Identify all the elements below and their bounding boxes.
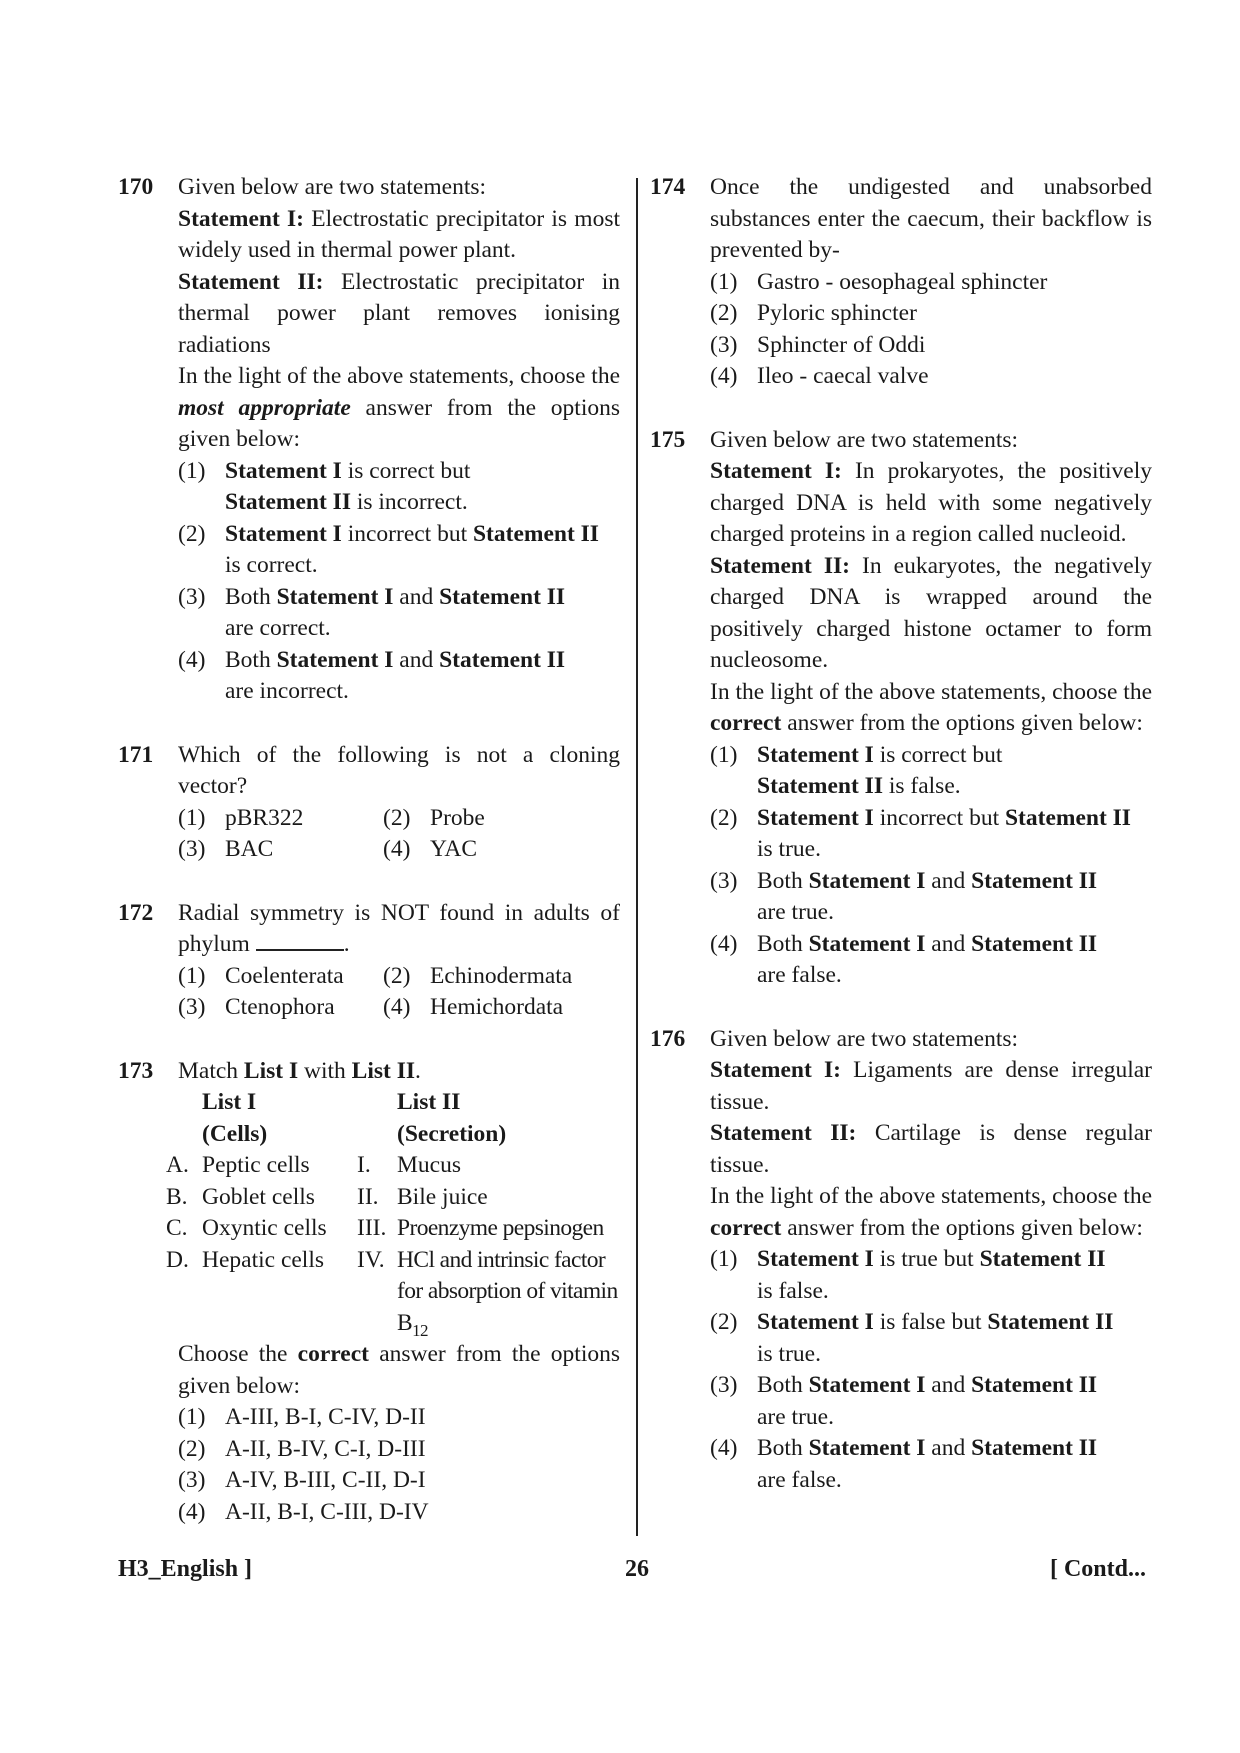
statement-2: Statement II: Electrostatic precipitator in thermal power plant removes ionising radiations — [178, 268, 621, 358]
question-intro: Given below are two statements: — [710, 1025, 1019, 1052]
option-4[interactable]: (4) Both Statement I and Statement II are false. — [710, 1435, 1098, 1493]
question-text: Match List I with List II. — [178, 1057, 421, 1084]
option-3[interactable]: (3) Both Statement I and Statement II are correct. — [178, 583, 566, 641]
question-170 — [118, 172, 620, 708]
option-4[interactable]: (4) Both Statement I and Statement II are incorrect. — [178, 646, 566, 704]
question-number: 170 — [118, 174, 154, 200]
option-2[interactable]: (2) A-II, B-IV, C-I, D-III — [178, 1435, 426, 1462]
option-4[interactable]: (4) Hemichordata — [383, 994, 564, 1020]
question-intro: Given below are two statements: — [710, 426, 1019, 453]
question-text: Which of the following is not a cloning vector? — [178, 741, 620, 799]
right-column — [650, 172, 1152, 1528]
option-1[interactable]: (1) Statement I is true but Statement II is false. — [710, 1246, 1106, 1304]
answer-blank — [256, 929, 344, 951]
question-176 — [650, 1024, 1152, 1497]
option-1[interactable]: (1) Gastro - oesophageal sphincter — [710, 268, 1048, 295]
question-172 — [118, 898, 620, 1024]
question-number: 176 — [650, 1025, 686, 1052]
statement-2: Statement II: Cartilage is dense regular tissue. — [710, 1120, 1153, 1178]
question-text: Radial symmetry is NOT found in adults of phylum . — [178, 899, 620, 957]
question-prompt: In the light of the above statements, choose the correct answer from the options given below: — [710, 1183, 1152, 1241]
question-intro: Given below are two statements: — [178, 174, 487, 200]
option-3[interactable]: (3) A-IV, B-III, C-II, D-I — [178, 1467, 426, 1493]
option-1[interactable]: (1) Statement I is correct but Statement II is incorrect. — [178, 457, 471, 515]
option-4[interactable]: (4) YAC — [383, 836, 478, 862]
option-3[interactable]: (3) BAC — [178, 836, 274, 862]
match-table: List I List II (Cells) (Secretion) A. Peptic cells I. Mucus B. Goblet cells II. Bile juice C. Oxyntic cells III. Proenzyme pepsinogen D. Hepatic cells IV. HCl and intrinsic factor for absorption of vitamin $B_{12}$ — [166, 1087, 620, 1339]
column-divider — [636, 178, 638, 1536]
option-1[interactable]: (1) Statement I is correct but Statement II is false. — [710, 741, 1003, 799]
option-2[interactable]: (2) Pyloric sphincter — [710, 300, 917, 326]
option-2[interactable]: (2) Probe — [383, 804, 485, 831]
question-number: 171 — [118, 741, 154, 768]
statement-1: Statement I: Electrostatic precipitator is most widely used in thermal power plant. — [178, 205, 620, 263]
left-column — [118, 172, 620, 1560]
option-3[interactable]: (3) Ctenophora — [178, 994, 335, 1020]
option-3[interactable]: (3) Both Statement I and Statement II are true. — [710, 1372, 1098, 1430]
question-175 — [650, 425, 1152, 992]
option-2[interactable]: (2) Statement I incorrect but Statement II is true. — [710, 804, 1131, 862]
question-text: Once the undigested and unabsorbed substances enter the caecum, their backflow is prevented by- — [710, 174, 1152, 263]
option-1[interactable]: (1) pBR322 — [178, 804, 304, 831]
list-2-heading: List II — [397, 1089, 461, 1115]
option-2[interactable]: (2) Statement I incorrect but Statement II is correct. — [178, 520, 599, 578]
option-2[interactable]: (2) Statement I is false but Statement II is true. — [710, 1309, 1114, 1367]
option-4[interactable]: (4) Both Statement I and Statement II are false. — [710, 930, 1098, 988]
question-number: 172 — [118, 899, 154, 926]
question-173 — [118, 1056, 620, 1529]
question-prompt: In the light of the above statements, choose the most appropriate answer from the options given below: — [178, 363, 621, 452]
statement-2: Statement II: In eukaryotes, the negatively charged DNA is wrapped around the positively charged histone octamer to form nucleosome. — [710, 552, 1152, 673]
footer-continued: [ Contd... — [1049, 1556, 1146, 1582]
question-174 — [650, 172, 1152, 393]
question-number: 175 — [650, 426, 686, 453]
option-1[interactable]: (1) A-III, B-I, C-IV, D-II — [178, 1404, 426, 1430]
footer-paper-code: H3_English ] — [118, 1556, 253, 1582]
option-2[interactable]: (2) Echinodermata — [383, 962, 573, 989]
question-prompt: In the light of the above statements, choose the correct answer from the options given below: — [710, 678, 1152, 736]
list-1-heading: List I — [202, 1089, 257, 1115]
statement-1: Statement I: Ligaments are dense irregular tissue. — [710, 1057, 1152, 1115]
question-171 — [118, 740, 620, 866]
statement-1: Statement I: In prokaryotes, the positively charged DNA is held with some negatively charged proteins in a region called nucleoid. — [710, 458, 1152, 547]
option-1[interactable]: (1) Coelenterata — [178, 962, 344, 989]
question-number: 173 — [118, 1057, 154, 1084]
option-3[interactable]: (3) Sphincter of Oddi — [710, 331, 926, 358]
question-prompt: Choose the correct answer from the options given below: — [178, 1341, 620, 1399]
option-4[interactable]: (4) A-II, B-I, C-III, D-IV — [178, 1498, 429, 1525]
option-3[interactable]: (3) Both Statement I and Statement II are true. — [710, 867, 1098, 925]
question-number: 174 — [650, 174, 686, 200]
footer-page-number: 26 — [625, 1556, 649, 1582]
option-4[interactable]: (4) Ileo - caecal valve — [710, 363, 929, 389]
